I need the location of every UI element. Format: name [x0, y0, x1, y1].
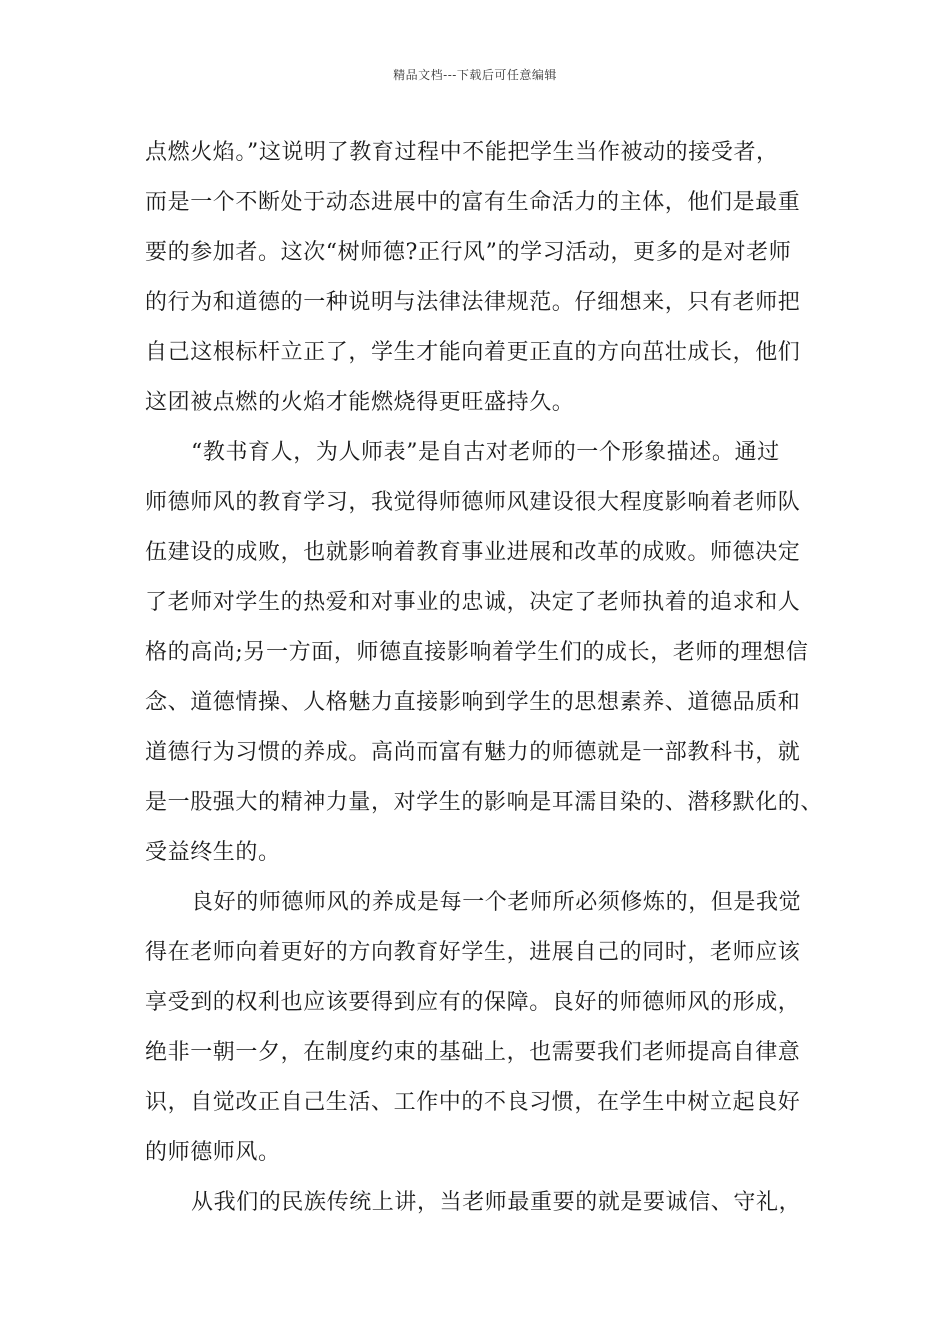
text-line: 自己这根标杆立正了，学生才能向着更正直的方向茁壮成长，他们 — [145, 340, 801, 365]
text-line: “教书育人，为人师表”是自古对老师的一个形象描述。通过 — [191, 440, 780, 465]
paragraph — [145, 128, 825, 428]
text-line: 享受到的权利也应该要得到应有的保障。良好的师德师风的形成， — [145, 990, 801, 1015]
page-header: 精品文档---下载后可任意编辑 — [393, 68, 557, 82]
text-line: 格的高尚;另一方面，师德直接影响着学生们的成长，老师的理想信 — [145, 640, 809, 665]
text-line: 这团被点燃的火焰才能燃烧得更旺盛持久。 — [145, 390, 575, 415]
text-line: 从我们的民族传统上讲，当老师最重要的就是要诚信、守礼， — [191, 1190, 802, 1215]
paragraph — [145, 428, 825, 878]
text-line: 点燃火焰。”这说明了教育过程中不能把学生当作被动的接受者， — [145, 140, 779, 165]
text-line: 要的参加者。这次“树师德?正行风”的学习活动，更多的是对老师 — [145, 240, 792, 265]
text-line: 而是一个不断处于动态进展中的富有生命活力的主体，他们是最重 — [145, 190, 801, 215]
text-line: 了老师对学生的热爱和对事业的忠诚，决定了老师执着的追求和人 — [145, 590, 801, 615]
text-line: 的行为和道德的一种说明与法律法律规范。仔细想来，只有老师把 — [145, 290, 801, 315]
document-body — [145, 128, 825, 1228]
paragraph — [145, 1178, 825, 1228]
text-line: 伍建设的成败，也就影响着教育事业进展和改革的成败。师德决定 — [145, 540, 801, 565]
text-line: 得在老师向着更好的方向教育好学生，进展自己的同时，老师应该 — [145, 940, 801, 965]
text-line: 良好的师德师风的养成是每一个老师所必须修炼的，但是我觉 — [191, 890, 802, 915]
text-line: 师德师风的教育学习，我觉得师德师风建设很大程度影响着老师队 — [145, 490, 801, 515]
text-line: 念、道德情操、人格魅力直接影响到学生的思想素养、道德品质和 — [145, 690, 801, 715]
text-line: 受益终生的。 — [145, 840, 281, 865]
text-line: 道德行为习惯的养成。高尚而富有魅力的师德就是一部教科书，就 — [145, 740, 801, 765]
text-line: 的师德师风。 — [145, 1140, 281, 1165]
text-line: 是一股强大的精神力量，对学生的影响是耳濡目染的、潜移默化的、 — [145, 790, 824, 815]
text-line: 绝非一朝一夕，在制度约束的基础上，也需要我们老师提高自律意 — [145, 1040, 801, 1065]
text-line: 识，自觉改正自己生活、工作中的不良习惯，在学生中树立起良好 — [145, 1090, 801, 1115]
paragraph — [145, 878, 825, 1178]
